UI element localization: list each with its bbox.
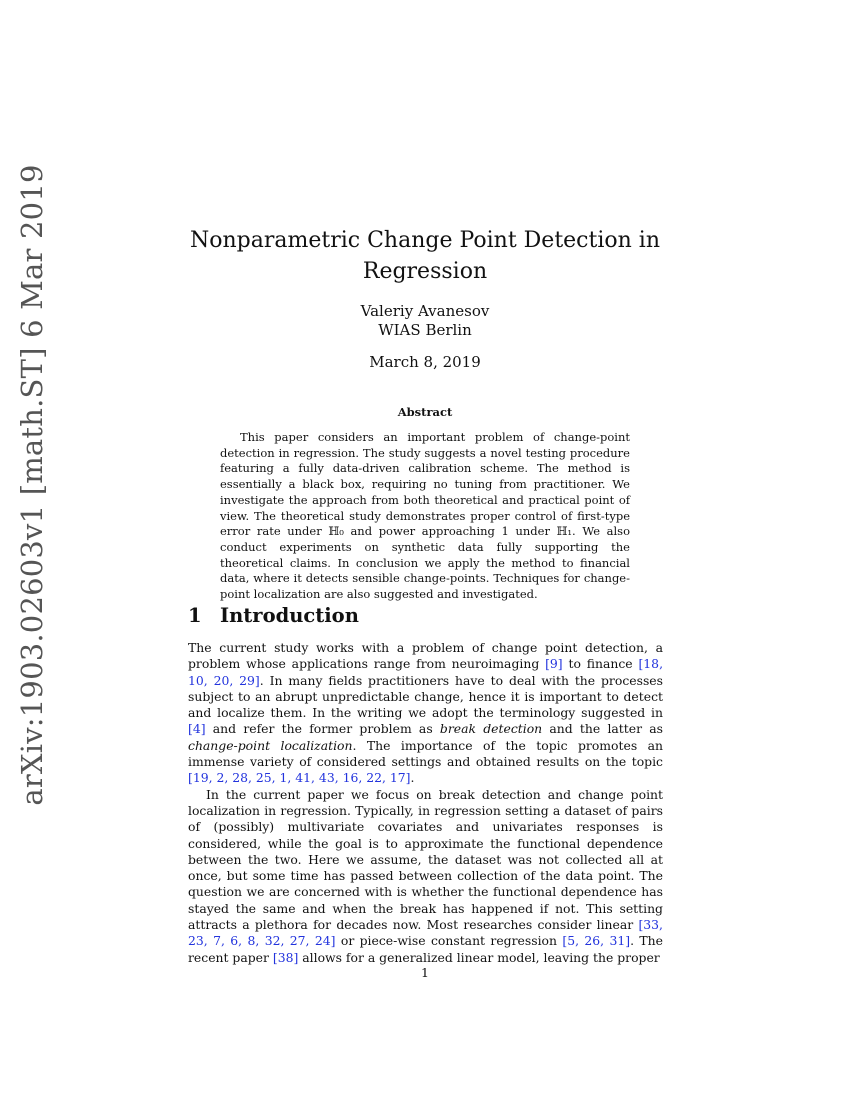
- paper-title: [150, 225, 700, 287]
- citation-link[interactable]: [38]: [272, 949, 299, 965]
- title-line-2: Regression: [362, 259, 488, 284]
- abstract-part: . We also conduct experiments on synthetic data fully supporting the theoretical claims. In conclusion we apply the method to financial data, where it detects sensible change-points. Techniques for change-point localization are also suggested and investigated.: [220, 524, 630, 602]
- emphasized-term: change-point localization: [188, 737, 353, 753]
- text-run: and the latter as: [542, 721, 663, 737]
- citation-link[interactable]: [18, 10, 20, 29]: [188, 656, 664, 688]
- introduction-body: [188, 640, 663, 966]
- abstract-text: [220, 430, 630, 603]
- paragraph-1: [188, 640, 663, 787]
- paragraph-2: [188, 787, 663, 966]
- paper-date: March 8, 2019: [369, 353, 481, 371]
- text-run: or piece-wise constant regression: [335, 933, 563, 949]
- hypothesis-h1: ℍ₁: [556, 524, 573, 539]
- text-run: . In many fields practitioners have to deal with the processes subject to an abrupt unpredictable change, hence it is important to detect and localize them. In the writing we adopt the terminology suggested in: [188, 672, 663, 721]
- text-run: to finance: [562, 656, 639, 672]
- title-line-1: Nonparametric Change Point Detection in: [190, 228, 660, 253]
- emphasized-term: break detection: [439, 721, 543, 737]
- abstract-part: This paper considers an important problem of change-point detection in regression. The study suggests a novel testing procedure featuring a fully data-driven calibration scheme. The method is essentially a black box, requiring no tuning from practitioner. We investigate the approach from both theoretical and practical point of view. The theoretical study demonstrates proper control of first-type error rate under: [220, 430, 630, 539]
- section-heading: [188, 604, 359, 627]
- citation-link[interactable]: [33, 23, 7, 6, 8, 32, 27, 24]: [188, 917, 663, 949]
- abstract-heading: Abstract: [397, 405, 453, 419]
- text-run: . The recent paper: [188, 933, 663, 965]
- arxiv-identifier: arXiv:1903.02603v1 [math.ST] 6 Mar 2019: [15, 164, 49, 806]
- page-number: 1: [421, 965, 429, 980]
- citation-link[interactable]: [4]: [188, 721, 206, 737]
- hypothesis-h0: ℍ₀: [328, 524, 344, 539]
- arxiv-side-stamp: [15, 164, 49, 806]
- text-run: . The importance of the topic promotes an immense variety of considered settings and obtained results on the topic: [188, 737, 663, 770]
- section-title: Introduction: [220, 604, 359, 627]
- text-run: and refer the former problem as: [205, 721, 440, 737]
- author-name: Valeriy Avanesov: [360, 302, 490, 320]
- text-run: The current study works with a problem of change point detection, a problem whose applications range from neuroimaging: [188, 640, 663, 672]
- abstract-part: and power approaching 1 under: [343, 524, 557, 539]
- text-run: In the current paper we focus on break detection and change point localization in regression. Typically, in regression setting a dataset of pairs of (possibly) multivariate covariates and univariates responses is considered, while the goal is to approximate the functional dependence between the two. Here we assume, the dataset was not collected all at once, but some time has passed between collection of the data point. The question we are concerned with is whether the functional dependence has stayed the same and when the break has happened if not. This setting attracts a plethora for decades now. Most researches consider linear: [188, 786, 663, 933]
- citation-link[interactable]: [9]: [545, 656, 563, 672]
- author-affiliation: WIAS Berlin: [378, 321, 472, 339]
- citation-link[interactable]: [5, 26, 31]: [562, 933, 631, 949]
- section-number: 1: [188, 604, 202, 627]
- author-block: [150, 302, 700, 340]
- text-run: .: [410, 770, 415, 786]
- citation-link[interactable]: [19, 2, 28, 25, 1, 41, 43, 16, 22, 17]: [188, 770, 411, 786]
- text-run: allows for a generalized linear model, leaving the proper: [298, 949, 660, 965]
